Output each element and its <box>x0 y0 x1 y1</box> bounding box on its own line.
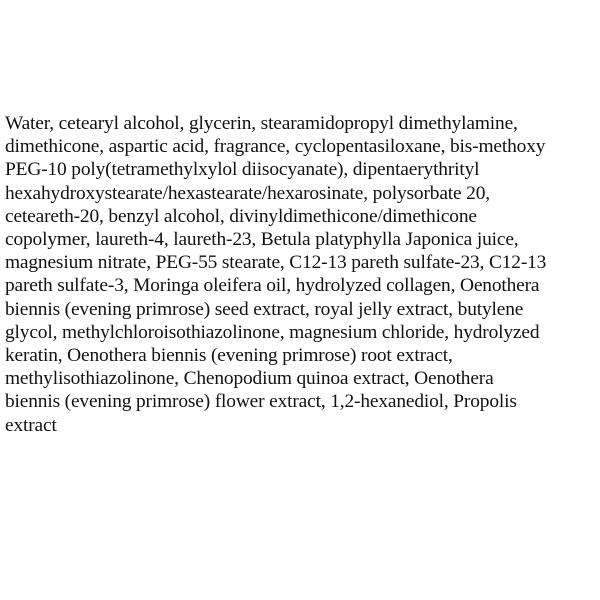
ingredients-list: Water, cetearyl alcohol, glycerin, stearamidopropyl dimethylamine, dimethicone, aspartic acid, fragrance, cyclopentasiloxane, bis-methoxy PEG-10 poly(tetramethylxylol diisocyanate), dipentaerythrityl hexahydroxystearate/hexastearate/hexarosinate, polysorbate 20, ceteareth-20, benzyl alcohol, divinyldimethicone/dimethicone copolymer, laureth-4, laureth-23, Betula platyphylla Japonica juice, magnesium nitrate, PEG-55 stearate, C12-13 pareth sulfate-23, C12-13 pareth sulfate-3, Moringa oleifera oil, hydrolyzed collagen, Oenothera biennis (evening primrose) seed extract, royal jelly extract, butylene glycol, methylchloroisothiazolinone, magnesium chloride, hydrolyzed keratin, Oenothera biennis (evening primrose) root extract, methylisothiazolinone, Chenopodium quinoa extract, Oenothera biennis (evening primrose) flower extract, 1,2-hexanediol, Propolis extract <box>5 113 547 436</box>
